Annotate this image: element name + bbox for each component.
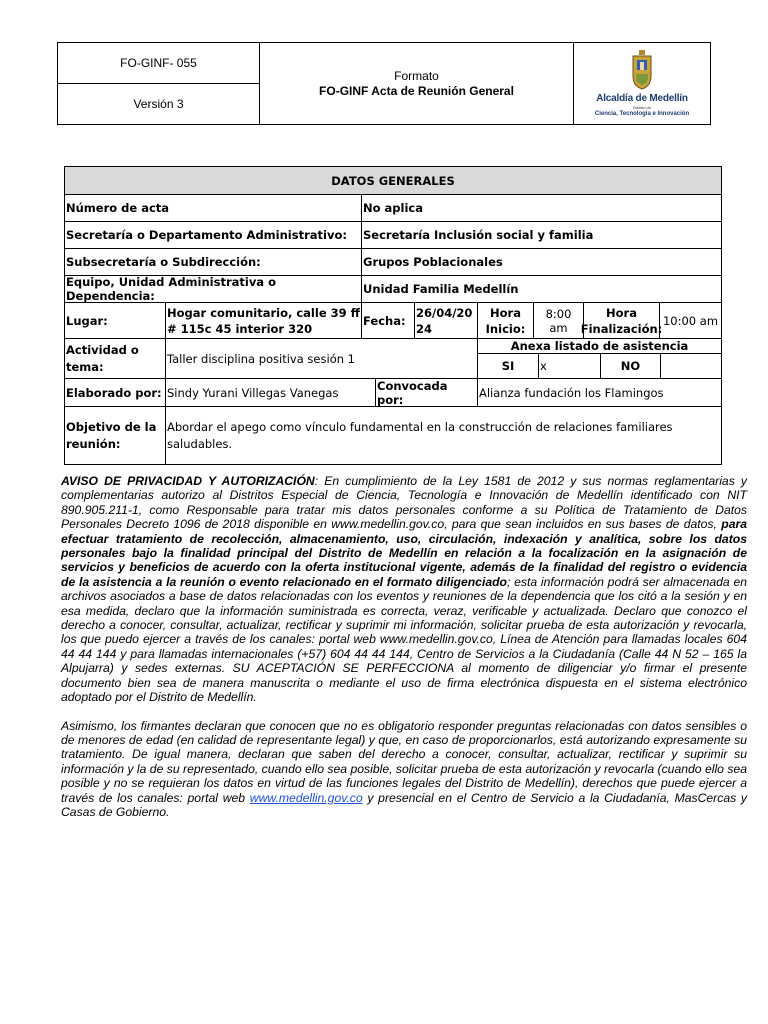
fecha-label: Fecha: (361, 303, 414, 338)
anexa-label: Anexa listado de asistencia (478, 339, 721, 354)
format-title: FO-GINF Acta de Reunión General (319, 83, 514, 98)
equipo-value[interactable]: Unidad Familia Medellín (361, 276, 721, 302)
coat-of-arms-icon (629, 50, 655, 90)
numero-acta-label: Número de acta (66, 201, 170, 215)
secretaria-value[interactable]: Secretaría Inclusión social y familia (361, 222, 721, 248)
no-checkbox[interactable] (660, 354, 721, 378)
privacy-title: AVISO DE PRIVACIDAD Y AUTORIZACIÓN (61, 474, 315, 488)
objetivo-value[interactable]: Abordar el apego como vínculo fundamental en la construcción de relaciones familiares saludables. (165, 407, 721, 464)
logo-tagline: Ciencia, Tecnología e Innovación (594, 111, 690, 117)
lugar-label: Lugar: (66, 313, 108, 328)
table-row (65, 194, 721, 221)
si-checkbox[interactable]: x (538, 354, 600, 378)
privacy-text-d: Asimismo, los firmantes declaran que conocen que no es obligatorio responder preguntas relacionadas con datos sensibles o de menores de edad (en calidad de representante legal) y que, en caso de proporcionarlos, está autorizando expresamente su tratamiento. De igual manera, declaran que saben del derecho a conocer, consultar, actualizar, rectificar y suprimir su información y la de su representado, cuando ello sea posible, solicitar prueba de esta autorización y revocarla (cuando ello sea posible y no se requieran los datos en virtud de las funciones legales del Distrito de Medellín), derechos que puede ejercer a través de los canales: portal web (61, 718, 747, 805)
asistencia-options (478, 354, 721, 378)
table-row (65, 406, 721, 464)
privacy-paragraph-1 (61, 474, 747, 705)
document-header (57, 42, 711, 125)
table-title-row (65, 167, 721, 194)
hora-inicio-value[interactable]: 8:00 am (533, 303, 583, 338)
actividad-value[interactable]: Taller disciplina positiva sesión 1 (165, 339, 477, 378)
privacy-text-bold: para efectuar tratamiento de recolección, almacenamiento, uso, circulación, indexación y analítica, sobre los datos personales bajo la finalidad principal del Distrito de Medellín en relación a la focalización en la asignación de servicios y beneficios de acuerdo con la oferta institucional vigente, además de la finalidad del registro o evidencia de la asistencia a la reunión o evento relacionado en el formato diligenciado (61, 517, 747, 589)
hora-fin-label: Hora Finalización: (583, 303, 659, 338)
logo-district: Distrito de (632, 105, 651, 110)
elaborado-value[interactable]: Sindy Yurani Villegas Vanegas (165, 379, 375, 406)
subsecretaria-label: Subsecretaría o Subdirección: (66, 255, 261, 269)
actividad-label: Actividad o tema: (66, 342, 139, 374)
table-row (65, 275, 721, 302)
hora-inicio-label: Hora Inicio: (477, 303, 533, 338)
form-code: FO-GINF- 055 (58, 43, 259, 84)
convocada-value[interactable]: Alianza fundación los Flamingos (477, 379, 721, 406)
table-title: DATOS GENERALES (331, 173, 455, 188)
table-row (65, 248, 721, 275)
header-left (58, 43, 260, 124)
convocada-label: Convocada por: (375, 379, 477, 406)
hora-fin-value[interactable]: 10:00 am (659, 303, 721, 338)
privacy-text-a: : En cumplimiento de la Ley 1581 de 2012 y sus normas reglamentarias y complementarias autorizo al Distritos Especial de Ciencia, Tecnología e Innovación de Medellín identificado con NIT 890.905.211-1, como Responsable para tratar mis datos personales conforme a su Política de Tratamiento de Datos Personales Decreto 1096 de 2018 disponible en www.medellin.gov.co, para que sean incluidos en sus bases de datos, (61, 474, 747, 532)
header-title-block (260, 43, 574, 124)
privacy-text-e: y presencial en el Centro de Servicio a la Ciudadanía, MasCercas y Casas de Gobierno. (61, 790, 747, 819)
equipo-label: Equipo, Unidad Administrativa o Dependencia: (66, 275, 276, 303)
table-row (65, 221, 721, 248)
general-data-table (64, 166, 722, 465)
table-row (65, 338, 721, 378)
lugar-value[interactable]: Hogar comunitario, calle 39 ff # 115c 45 interior 320 (165, 303, 361, 338)
privacy-notice (61, 474, 747, 833)
alcaldia-logo (574, 43, 710, 124)
fecha-value[interactable]: 26/04/2024 (414, 303, 477, 338)
logo-name: Alcaldía de Medellín (596, 93, 688, 104)
elaborado-label: Elaborado por: (66, 385, 162, 400)
objetivo-label: Objetivo de la reunión: (66, 419, 157, 451)
numero-acta-value[interactable]: No aplica (361, 195, 721, 221)
table-row (65, 302, 721, 338)
privacy-paragraph-2 (61, 719, 747, 820)
subsecretaria-value[interactable]: Grupos Poblacionales (361, 249, 721, 275)
asistencia-block (477, 339, 721, 378)
medellin-link[interactable]: www.medellin.gov.co (249, 790, 363, 805)
secretaria-label: Secretaría o Departamento Administrativo: (66, 228, 347, 242)
no-label: NO (600, 354, 660, 378)
si-label: SI (501, 359, 515, 373)
format-label: Formato (394, 68, 439, 83)
table-row (65, 378, 721, 406)
privacy-text-c: ; esta información podrá ser almacenada en archivos asociados a base de datos relacionadas con los eventos y reuniones de la dependencia que los citó a la sesión y en esa medida, declaro que la información suministrada es correcta, veraz, verificable y actualizada. Declaro que conozco el derecho a conocer, consultar, actualizar, rectificar y suprimir mi información, solicitar prueba de esta autorización y revocarla, los que puedo ejercer a través de los canales: portal web www.medellin.gov.co, Línea de Atención para llamadas locales 604 44 44 144 y para llamadas internacionales (+57) 604 44 44 144, Centro de Servicios a la Ciudadanía (Calle 44 N 52 – 165 la Alpujarra) y sedes externas. SU ACEPTACIÓN SE PERFECCIONA al momento de diligenciar y/o firmar el presente documento bien sea de manera manuscrita o mediante el uso de firma electrónica dispuesta en el sistema electrónico adoptado por el Distrito de Medellín. (61, 574, 748, 705)
form-version: Versión 3 (133, 97, 184, 111)
